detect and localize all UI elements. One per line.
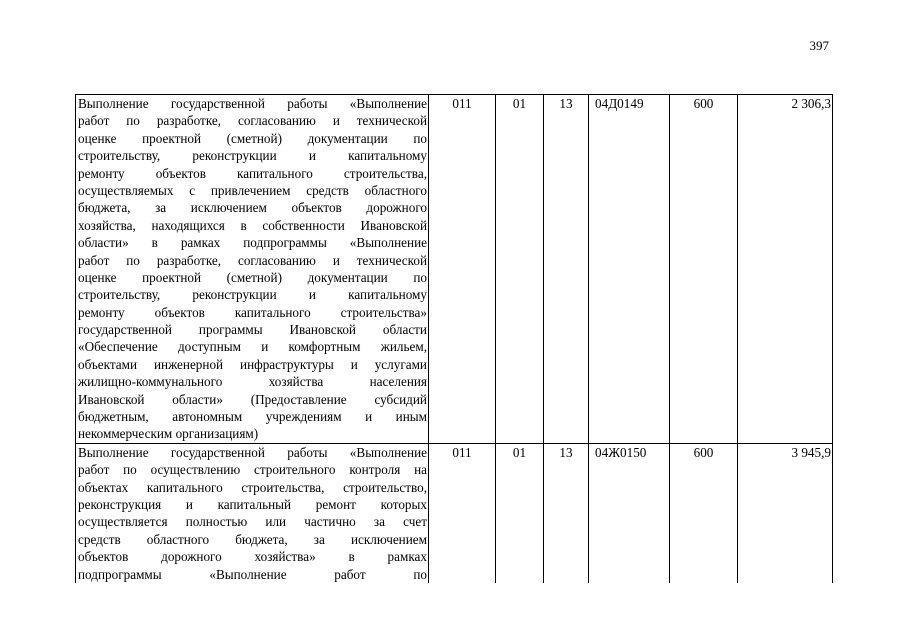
section-cell: 01: [496, 443, 544, 583]
description-line: ремонту объектов капитального строительства,: [78, 165, 427, 181]
description-line: бюджета, за исключением объектов дорожного: [78, 200, 427, 216]
description-line: средств областного бюджета, за исключением: [78, 531, 427, 547]
description-line: реконструкция и капитальный ремонт которых: [78, 496, 427, 512]
expense-type-cell: 600: [670, 443, 738, 583]
section-cell: 01: [496, 95, 544, 444]
amount-cell: 3 945,9: [738, 443, 833, 583]
description-line: работ по разработке, согласованию и технической: [78, 113, 427, 129]
description-line: строительству, реконструкции и капитальному: [78, 287, 427, 303]
row-description: [76, 95, 429, 444]
description-line: осуществляется полностью или частично за счет: [78, 514, 427, 530]
amount-cell: 2 306,3: [738, 95, 833, 444]
description-line: хозяйства, находящихся в собственности Ивановской: [78, 217, 427, 233]
description-line: подпрограммы «Выполнение работ по: [78, 566, 427, 582]
page-number: 397: [809, 38, 829, 53]
subsection-cell: 13: [544, 443, 589, 583]
description-line: работ по осуществлению строительного контроля на: [78, 462, 427, 478]
description-line: Выполнение государственной работы «Выполнение: [78, 444, 427, 460]
description-line: работ по разработке, согласованию и технической: [78, 252, 427, 268]
description-line: государственной программы Ивановской области: [78, 322, 427, 338]
expense-type-cell: 600: [670, 95, 738, 444]
description-line: Выполнение государственной работы «Выполнение: [78, 96, 427, 111]
ministry-code-cell: 011: [429, 95, 496, 444]
subsection-cell: 13: [544, 95, 589, 444]
description-line: оценке проектной (сметной) документации по: [78, 269, 427, 285]
ministry-code-cell: 011: [429, 443, 496, 583]
description-line: объектов дорожного хозяйства» в рамках: [78, 549, 427, 565]
description-line: строительству, реконструкции и капитальному: [78, 148, 427, 164]
description-line: области» в рамках подпрограммы «Выполнение: [78, 235, 427, 251]
description-line: объектах капитального строительства, строительство,: [78, 479, 427, 495]
description-line: ремонту объектов капитального строительства»: [78, 304, 427, 320]
target-article-cell: 04Д0149: [589, 95, 670, 444]
description-line: осуществляемых с привлечением средств областного: [78, 182, 427, 198]
description-line: Ивановской области» (Предоставление субсидий: [78, 391, 427, 407]
table-row: [76, 95, 833, 444]
row-description: [76, 443, 429, 583]
description-line: оценке проектной (сметной) документации по: [78, 130, 427, 146]
target-article-cell: 04Ж0150: [589, 443, 670, 583]
description-line: жилищно-коммунального хозяйства населения: [78, 374, 427, 390]
description-line: некоммерческим организациям): [78, 426, 259, 442]
budget-table: [75, 94, 833, 583]
description-line: «Обеспечение доступным и комфортным жильем,: [78, 339, 427, 355]
description-line: объектами инженерной инфраструктуры и услугами: [78, 356, 427, 372]
description-line: бюджетным, автономным учреждениям и иным: [78, 409, 427, 425]
table-row: [76, 443, 833, 583]
